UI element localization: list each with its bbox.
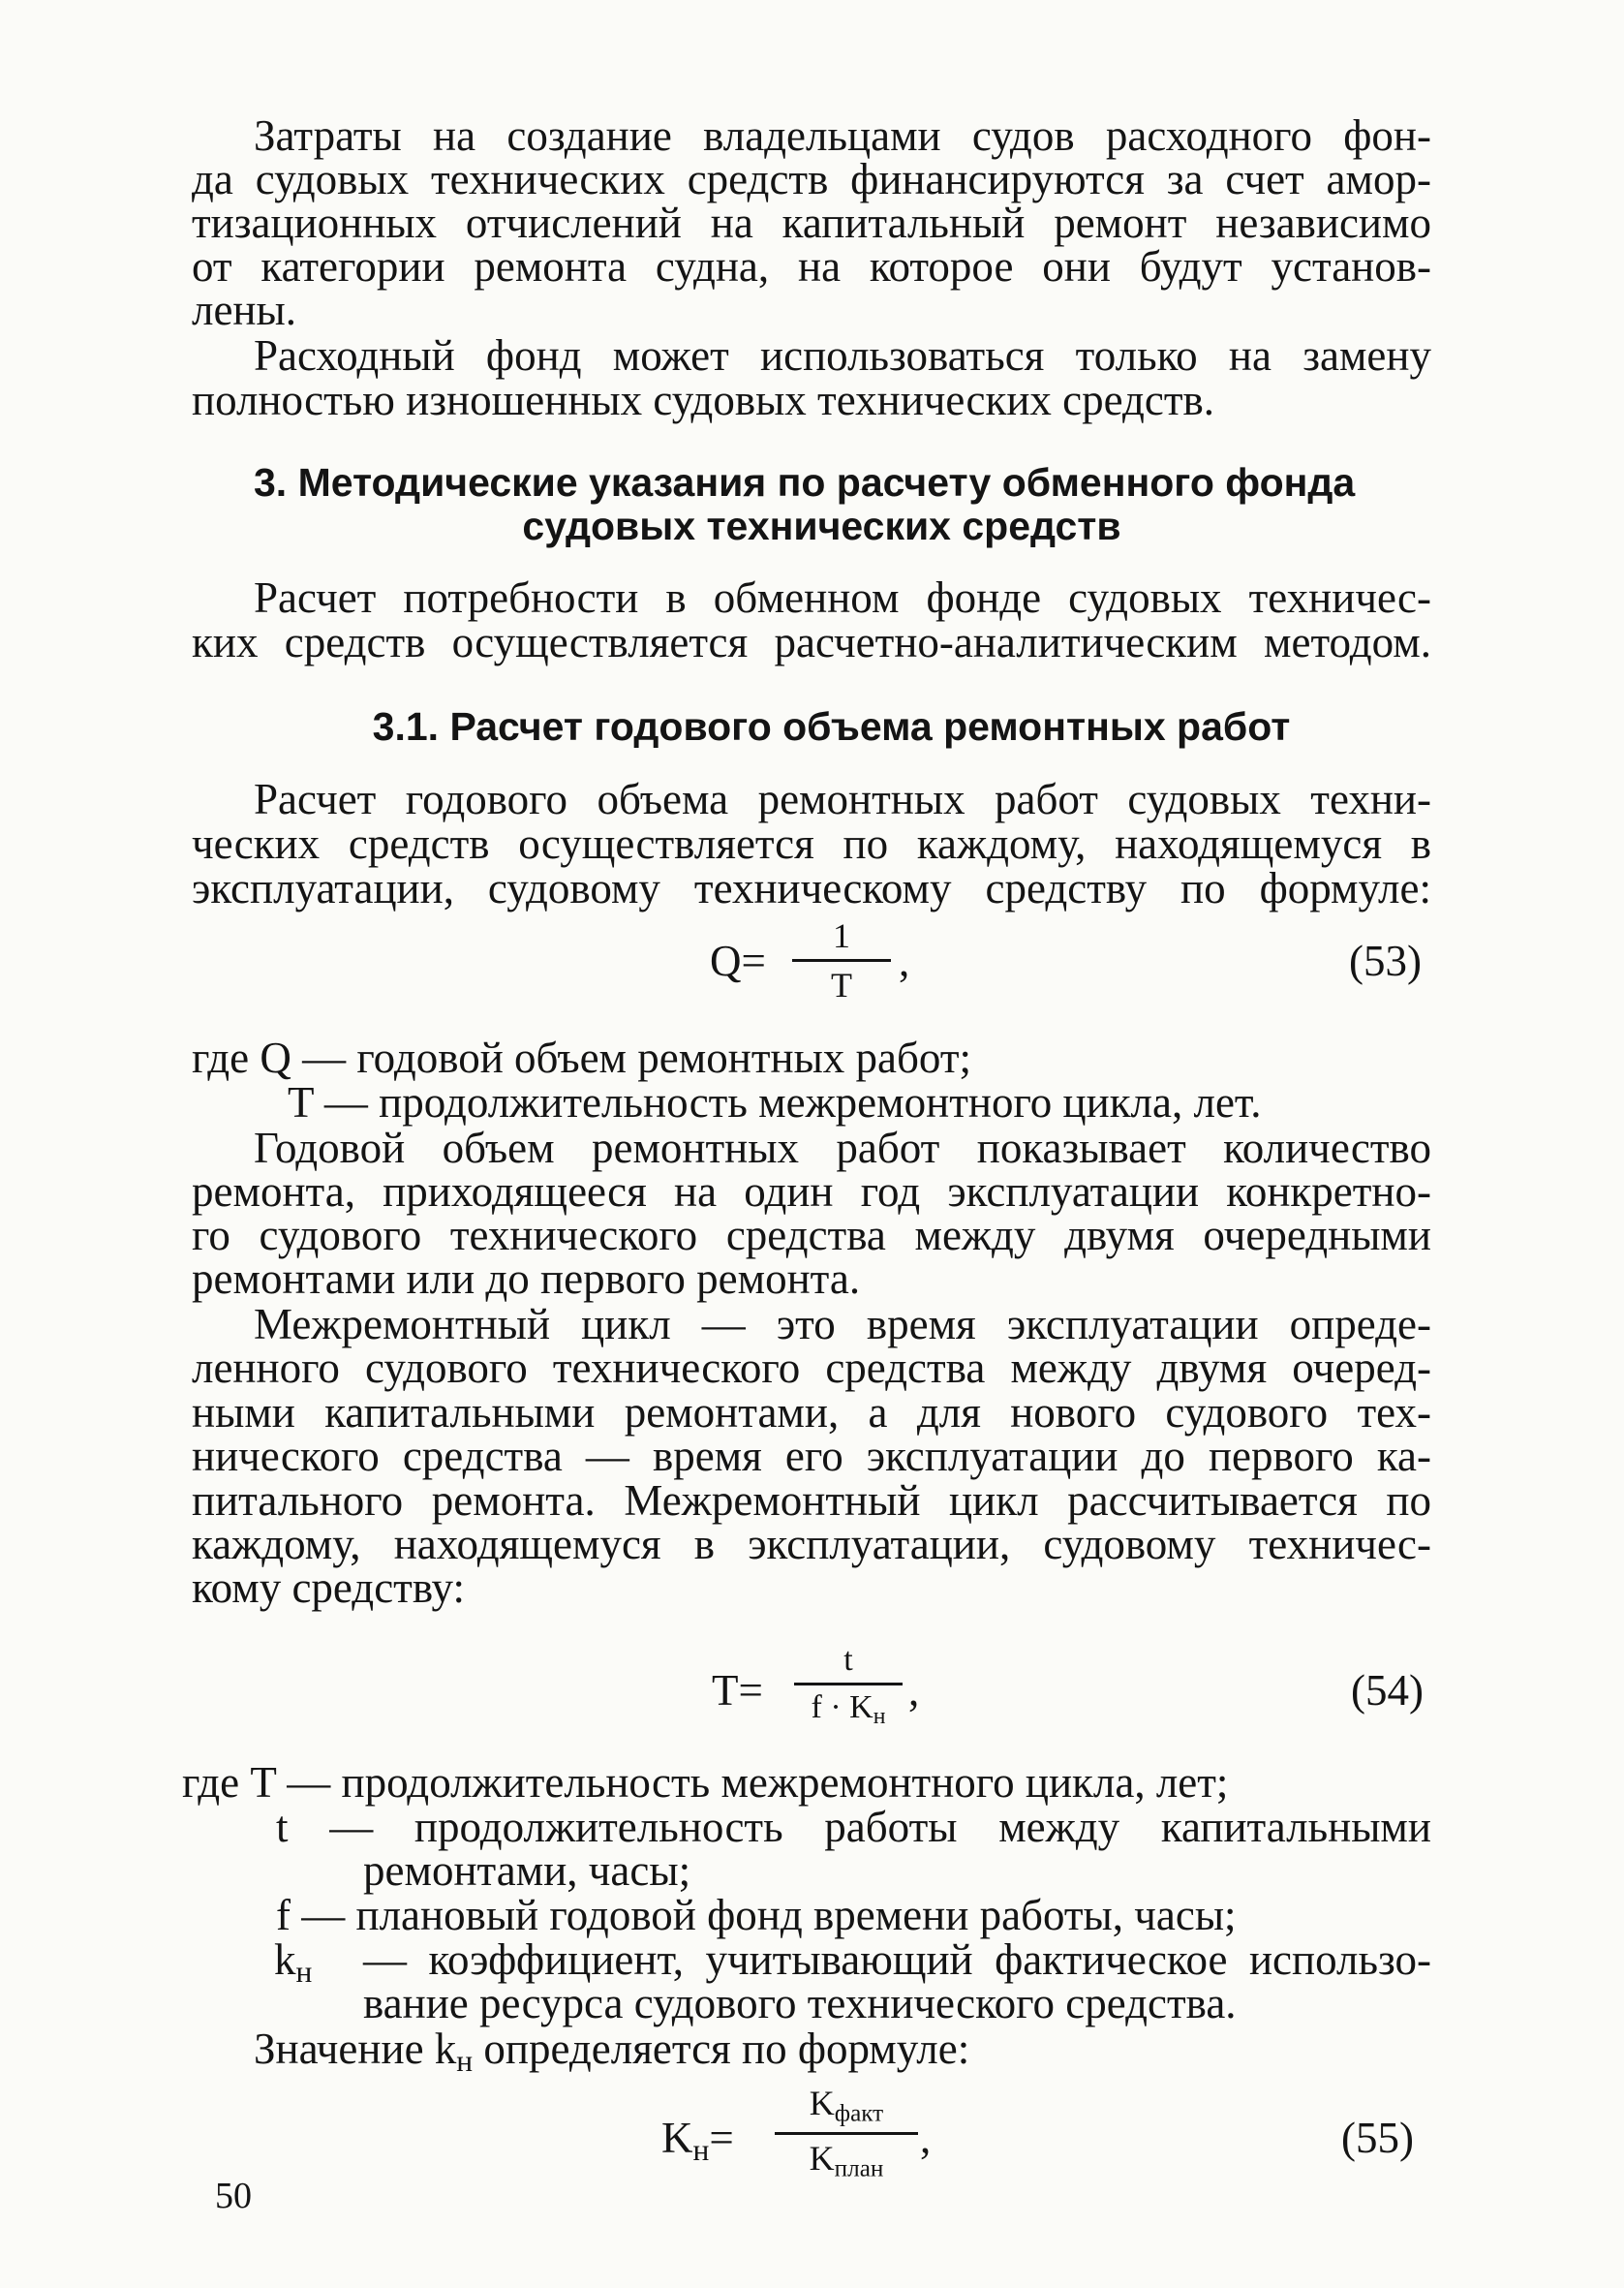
definition-line: ремонтами, часы; <box>363 1846 691 1895</box>
denominator: T <box>831 966 852 1005</box>
text-line: полностью изношенных судовых технических средств. <box>192 376 1215 424</box>
text-line: каждому, находящемуся в эксплуатации, судовому техничес- <box>192 1520 1431 1568</box>
text-line: Межремонтный цикл — это время эксплуатации опреде- <box>254 1300 1431 1348</box>
definition-line: — коэффициент, учитывающий фактическое использо- <box>363 1935 1431 1984</box>
definition-line: t — продолжительность работы между капитальными <box>276 1803 1431 1851</box>
text-line: Затраты на создание владельцами судов расходного фон- <box>254 111 1431 160</box>
formula-lhs: Q= <box>710 937 766 985</box>
text-line: ремонта, приходящееся на один год эксплуатации конкретно- <box>192 1167 1431 1216</box>
text-subscript: н <box>456 2043 474 2078</box>
fraction <box>794 1644 903 1729</box>
formula-punct: , <box>899 937 910 985</box>
text-line: тизационных отчислений на капитальный ремонт независимо <box>192 199 1431 247</box>
text-line: нического средства — время его эксплуатации до первого ка- <box>192 1432 1431 1480</box>
formula-punct: , <box>920 2114 932 2162</box>
section-heading: 3. Методические указания по расчету обменного фонда <box>254 460 1356 505</box>
definition-line: где T — продолжительность межремонтного цикла, лет; <box>182 1758 1229 1807</box>
fraction <box>775 2086 918 2180</box>
fraction-bar <box>775 2132 918 2135</box>
equals-sign: = <box>709 2114 734 2162</box>
text-line: лены. <box>192 286 296 334</box>
text-line: Расходный фонд может использоваться только на замену <box>254 331 1431 380</box>
equation-number: (55) <box>1341 2114 1414 2162</box>
equation-number: (54) <box>1351 1666 1424 1715</box>
definition-line: где Q — годовой объем ремонтных работ; <box>192 1034 971 1082</box>
denominator-subscript: н <box>873 1703 886 1729</box>
denominator-symbol: K <box>809 2138 835 2178</box>
formula-lhs <box>661 2114 734 2167</box>
formula-lhs: T= <box>712 1666 763 1715</box>
denominator-subscript: план <box>834 2154 884 2181</box>
equation-number: (53) <box>1349 937 1422 985</box>
fraction-bar <box>792 959 891 962</box>
text-line: ленного судового технического средства между двумя очеред- <box>192 1344 1431 1392</box>
definition-line: вание ресурса судового технического средства. <box>363 1979 1237 2027</box>
definition-line: T — продолжительность межремонтного цикла, лет. <box>288 1078 1262 1127</box>
definition-line: f — плановый годовой фонд времени работы, часы; <box>276 1891 1237 1939</box>
numerator: t <box>843 1642 853 1678</box>
text-line: Расчет годового объема ремонтных работ судовых техни- <box>254 775 1431 823</box>
text-line: ких средств осуществляется расчетно-аналитическим методом. <box>192 618 1431 666</box>
text-line: Расчет потребности в обменном фонде судовых техничес- <box>254 573 1431 622</box>
section-heading: судовых технических средств <box>522 504 1121 548</box>
numerator <box>775 2086 918 2126</box>
text-line: эксплуатации, судовому техническому средству по формуле: <box>192 864 1431 912</box>
lhs-symbol: K <box>661 2114 693 2162</box>
numerator-symbol: K <box>809 2084 835 2122</box>
denominator <box>794 1691 903 1729</box>
fraction <box>792 918 891 1003</box>
text-line: ческих средств осуществляется по каждому, находящемуся в <box>192 819 1431 868</box>
lhs-subscript: н <box>692 2132 710 2167</box>
text-part: определяется по формуле: <box>473 2025 970 2073</box>
text-line: питального ремонта. Межремонтный цикл рассчитывается по <box>192 1476 1431 1525</box>
text-line: ремонтами или до первого ремонта. <box>192 1254 861 1303</box>
text-line: да судовых технических средств финансируются за счет амор- <box>192 155 1431 203</box>
numerator: 1 <box>833 916 850 955</box>
text-line <box>254 2027 969 2076</box>
denominator <box>775 2138 918 2181</box>
text-part: Значение k <box>254 2025 457 2073</box>
fraction-bar <box>794 1683 903 1685</box>
text-line: Годовой объем ремонтных работ показывает количество <box>254 1124 1431 1172</box>
subsection-heading: 3.1. Расчет годового объема ремонтных работ <box>372 704 1291 749</box>
text-line: от категории ремонта судна, на которое они будут установ- <box>192 242 1431 291</box>
text-line: кому средству: <box>192 1563 465 1612</box>
numerator-subscript: факт <box>834 2100 884 2127</box>
definition-line <box>274 1935 313 1989</box>
text-line: ными капитальными ремонтами, а для нового судового тех- <box>192 1388 1431 1437</box>
formula-punct: , <box>908 1666 920 1715</box>
text-line: го судового технического средства между двумя очередными <box>192 1211 1431 1259</box>
denominator-main: f · K <box>811 1689 873 1725</box>
symbol-k: k <box>274 1935 296 1984</box>
page-number: 50 <box>215 2176 252 2216</box>
symbol-subscript: н <box>295 1954 313 1989</box>
